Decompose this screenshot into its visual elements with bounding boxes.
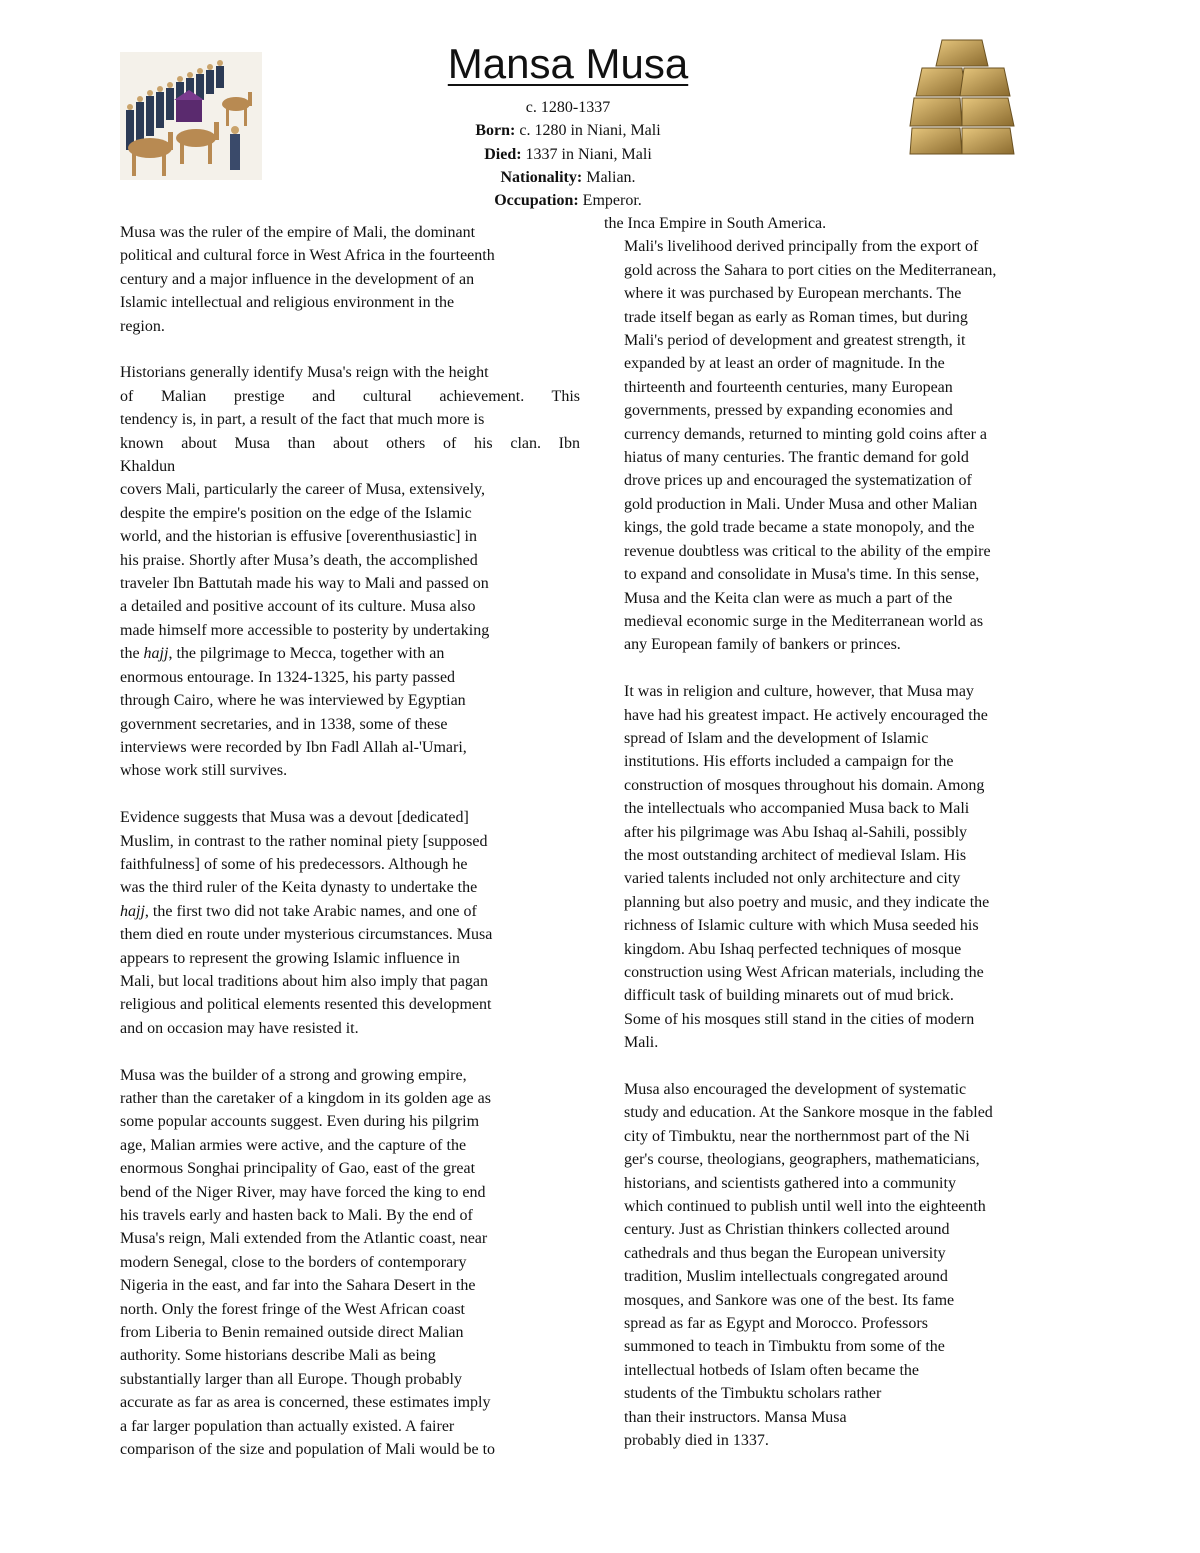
text-line: religious and political elements resented this development xyxy=(120,996,492,1014)
biography-meta xyxy=(0,96,1136,212)
text-line: century. Just as Christian thinkers collected around xyxy=(624,1221,950,1239)
text-line: revenue doubtless was critical to the ability of the empire xyxy=(624,542,991,560)
text-line: students of the Timbuktu scholars rather xyxy=(624,1385,882,1403)
text-line: enormous entourage. In 1324-1325, his party passed xyxy=(120,668,456,686)
text-line: to expand and consolidate in Musa's time. In this sense, xyxy=(624,566,980,584)
text-line: It was in religion and culture, however, that Musa may xyxy=(624,683,974,701)
text-line: Some of his mosques still stand in the cities of modern xyxy=(624,1010,975,1028)
nationality-line xyxy=(0,166,1136,189)
text-line: his praise. Shortly after Musa’s death, the accomplished xyxy=(120,551,478,569)
text-line: traveler Ibn Battutah made his way to Mali and passed on xyxy=(120,575,489,593)
text-line: tradition, Muslim intellectuals congregated around xyxy=(624,1268,948,1286)
text-line: comparison of the size and population of Mali would be to xyxy=(120,1441,496,1459)
text-line: Mali, but local traditions about him also imply that pagan xyxy=(120,972,488,990)
text-line: drove prices up and encouraged the systematization of xyxy=(624,472,972,490)
text-line: the intellectuals who accompanied Musa back to Mali xyxy=(624,800,970,818)
italic-term: hajj xyxy=(143,645,169,663)
text-line: covers Mali, particularly the career of Musa, extensively, xyxy=(120,481,486,499)
text-line: probably died in 1337. xyxy=(624,1432,769,1450)
text-line: than their instructors. Mansa Musa xyxy=(624,1408,847,1426)
text-line: construction of mosques throughout his domain. Among xyxy=(624,776,985,794)
text-line: Musa was the builder of a strong and growing empire, xyxy=(120,1066,467,1084)
text-line: modern Senegal, close to the borders of contemporary xyxy=(120,1253,467,1271)
text-line: the most outstanding architect of medieval Islam. His xyxy=(624,846,967,864)
text-line: the Inca Empire in South America. xyxy=(604,215,827,232)
text-line: where it was purchased by European merchants. The xyxy=(624,285,962,303)
text-line: institutions. His efforts included a campaign for the xyxy=(624,753,954,771)
text-line: richness of Islamic culture with which Musa seeded his xyxy=(624,917,979,935)
text-line: Khaldun xyxy=(120,458,176,476)
died-value: 1337 in Niani, Mali xyxy=(521,145,652,163)
text-line: of Malian prestige and cultural achievement. This xyxy=(120,387,580,405)
text-line: was the third ruler of the Keita dynasty to undertake the xyxy=(120,879,478,897)
text-line: enormous Songhai principality of Gao, east of the great xyxy=(120,1160,476,1178)
text-line: varied talents included not only architecture and city xyxy=(624,870,961,888)
text-line: spread as far as Egypt and Morocco. Professors xyxy=(624,1315,928,1333)
text-line: Musa was the ruler of the empire of Mali, the dominant xyxy=(120,224,476,241)
text-line: world, and the historian is effusive [overenthusiastic] in xyxy=(120,528,477,546)
left-column xyxy=(120,221,580,1461)
text-line: Mali's livelihood derived principally from the export of xyxy=(624,238,979,256)
text-line: Musa's reign, Mali extended from the Atlantic coast, near xyxy=(120,1230,488,1248)
text-line xyxy=(120,642,580,665)
text-line: summoned to teach in Timbuktu from some of the xyxy=(624,1338,945,1356)
text-line: north. Only the forest fringe of the West African coast xyxy=(120,1300,465,1318)
text-line: appears to represent the growing Islamic influence in xyxy=(120,949,460,967)
text-line: authority. Some historians describe Mali as being xyxy=(120,1347,436,1365)
text-line: accurate as far as area is concerned, these estimates imply xyxy=(120,1394,491,1412)
right-paragraph-1 xyxy=(604,235,1082,656)
text-line: gold across the Sahara to port cities on the Mediterranean, xyxy=(624,261,997,279)
text-line: Historians generally identify Musa's reign with the height xyxy=(120,364,489,382)
text-line: made himself more accessible to posterity by undertaking xyxy=(120,621,490,639)
text-line: ger's course, theologians, geographers, mathematicians, xyxy=(624,1151,980,1169)
nationality-label: Nationality: xyxy=(500,168,583,186)
occupation-value: Emperor. xyxy=(578,192,642,210)
text-line: and on occasion may have resisted it. xyxy=(120,1019,359,1037)
text-line: have had his greatest impact. He actively encouraged the xyxy=(624,706,988,724)
left-paragraph-1 xyxy=(120,221,580,338)
text-line: gold production in Mali. Under Musa and other Malian xyxy=(624,495,978,513)
occupation-label: Occupation: xyxy=(494,192,579,210)
text-line: medieval economic surge in the Mediterranean world as xyxy=(624,612,984,630)
text-line: cathedrals and thus began the European university xyxy=(624,1244,946,1262)
text-line: which continued to publish until well into the eighteenth xyxy=(624,1198,986,1216)
text-line: tendency is, in part, a result of the fact that much more is xyxy=(120,411,485,429)
text-line: whose work still survives. xyxy=(120,762,288,780)
text-line: age, Malian armies were active, and the capture of the xyxy=(120,1136,467,1154)
text-line: region. xyxy=(120,317,165,335)
text-line: Evidence suggests that Musa was a devout [dedicated] xyxy=(120,809,469,827)
text-line: construction using West African materials, including the xyxy=(624,963,984,981)
born-value: c. 1280 in Niani, Mali xyxy=(515,122,661,140)
text-line: after his pilgrimage was Abu Ishaq al-Sahili, possibly xyxy=(624,823,968,841)
text-line: planning but also poetry and music, and they indicate the xyxy=(624,893,990,911)
text-line: hiatus of many centuries. The frantic demand for gold xyxy=(624,449,969,467)
text-line: substantially larger than all Europe. Though probably xyxy=(120,1370,462,1388)
text-line: political and cultural force in West Africa in the fourteenth xyxy=(120,247,495,265)
text-line: century and a major influence in the development of an xyxy=(120,270,475,288)
born-line xyxy=(0,119,1136,142)
born-label: Born: xyxy=(475,122,516,140)
text-line: kings, the gold trade became a state monopoly, and the xyxy=(624,519,975,537)
text-line: expanded by at least an order of magnitude. In the xyxy=(624,355,945,373)
text-line: bend of the Niger River, may have forced the king to end xyxy=(120,1183,486,1201)
text-line: faithfulness] of some of his predecessors. Although he xyxy=(120,855,468,873)
text-line: a far larger population than actually existed. A fairer xyxy=(120,1417,455,1435)
text-line: through Cairo, where he was interviewed by Egyptian xyxy=(120,692,466,710)
text-line: interviews were recorded by Ibn Fadl Allah al-'Umari, xyxy=(120,738,467,756)
text-line: some popular accounts suggest. Even during his pilgrim xyxy=(120,1113,480,1131)
text-line: any European family of bankers or princes. xyxy=(624,636,901,654)
text-line: difficult task of building minarets out of mud brick. xyxy=(624,987,954,1005)
text-line: despite the empire's position on the edge of the Islamic xyxy=(120,504,472,522)
text-line: known about Musa than about others of his clan. Ibn xyxy=(120,434,580,452)
occupation-line xyxy=(0,189,1136,212)
text-line: city of Timbuktu, near the northernmost part of the Ni xyxy=(624,1127,970,1145)
text-line: Muslim, in contrast to the rather nominal piety [supposed xyxy=(120,832,488,850)
text-line: Mali's period of development and greatest strength, it xyxy=(624,332,966,350)
text-line: rather than the caretaker of a kingdom in its golden age as xyxy=(120,1089,491,1107)
text-fragment: , the pilgrimage to Mecca, together with an xyxy=(168,645,445,663)
text-fragment: the xyxy=(120,645,144,663)
text-line: governments, pressed by expanding economies and xyxy=(624,402,953,420)
text-line: study and education. At the Sankore mosque in the fabled xyxy=(624,1104,993,1122)
text-fragment: , the first two did not take Arabic names, and one of xyxy=(144,902,477,920)
text-line: from Liberia to Benin remained outside direct Malian xyxy=(120,1324,464,1342)
text-line xyxy=(120,900,580,923)
text-line: mosques, and Sankore was one of the best. Its fame xyxy=(624,1291,955,1309)
died-label: Died: xyxy=(484,145,522,163)
text-line: Islamic intellectual and religious environment in the xyxy=(120,294,455,312)
died-line xyxy=(0,143,1136,166)
page-title: Mansa Musa xyxy=(447,40,689,87)
text-line: them died en route under mysterious circumstances. Musa xyxy=(120,926,493,944)
text-line: Nigeria in the east, and far into the Sahara Desert in the xyxy=(120,1277,476,1295)
text-line: thirteenth and fourteenth centuries, many European xyxy=(624,378,953,396)
text-line: trade itself began as early as Roman times, but during xyxy=(624,308,968,326)
text-line: a detailed and positive account of its culture. Musa also xyxy=(120,598,476,616)
text-line: Mali. xyxy=(624,1034,659,1052)
nationality-value: Malian. xyxy=(582,168,636,186)
text-line: currency demands, returned to minting gold coins after a xyxy=(624,425,987,443)
italic-term: hajj xyxy=(120,902,145,920)
text-line: Musa also encouraged the development of systematic xyxy=(624,1081,967,1098)
text-line: Musa and the Keita clan were as much a part of the xyxy=(624,589,953,607)
text-line: intellectual hotbeds of Islam often became the xyxy=(624,1361,919,1379)
right-paragraph-3 xyxy=(604,1078,1082,1453)
text-line: historians, and scientists gathered into a community xyxy=(624,1174,956,1192)
left-paragraph-4 xyxy=(120,1064,580,1462)
text-line: spread of Islam and the development of Islamic xyxy=(624,729,929,747)
text-line: kingdom. Abu Ishaq perfected techniques of mosque xyxy=(624,940,962,958)
right-paragraph-2 xyxy=(604,680,1082,1055)
text-line: his travels early and hasten back to Mali. By the end of xyxy=(120,1207,473,1225)
left-paragraph-2 xyxy=(120,361,580,782)
left-paragraph-3 xyxy=(120,806,580,1040)
text-line: government secretaries, and in 1338, some of these xyxy=(120,715,448,733)
right-column xyxy=(604,212,1082,1453)
life-dates: c. 1280-1337 xyxy=(525,99,611,116)
